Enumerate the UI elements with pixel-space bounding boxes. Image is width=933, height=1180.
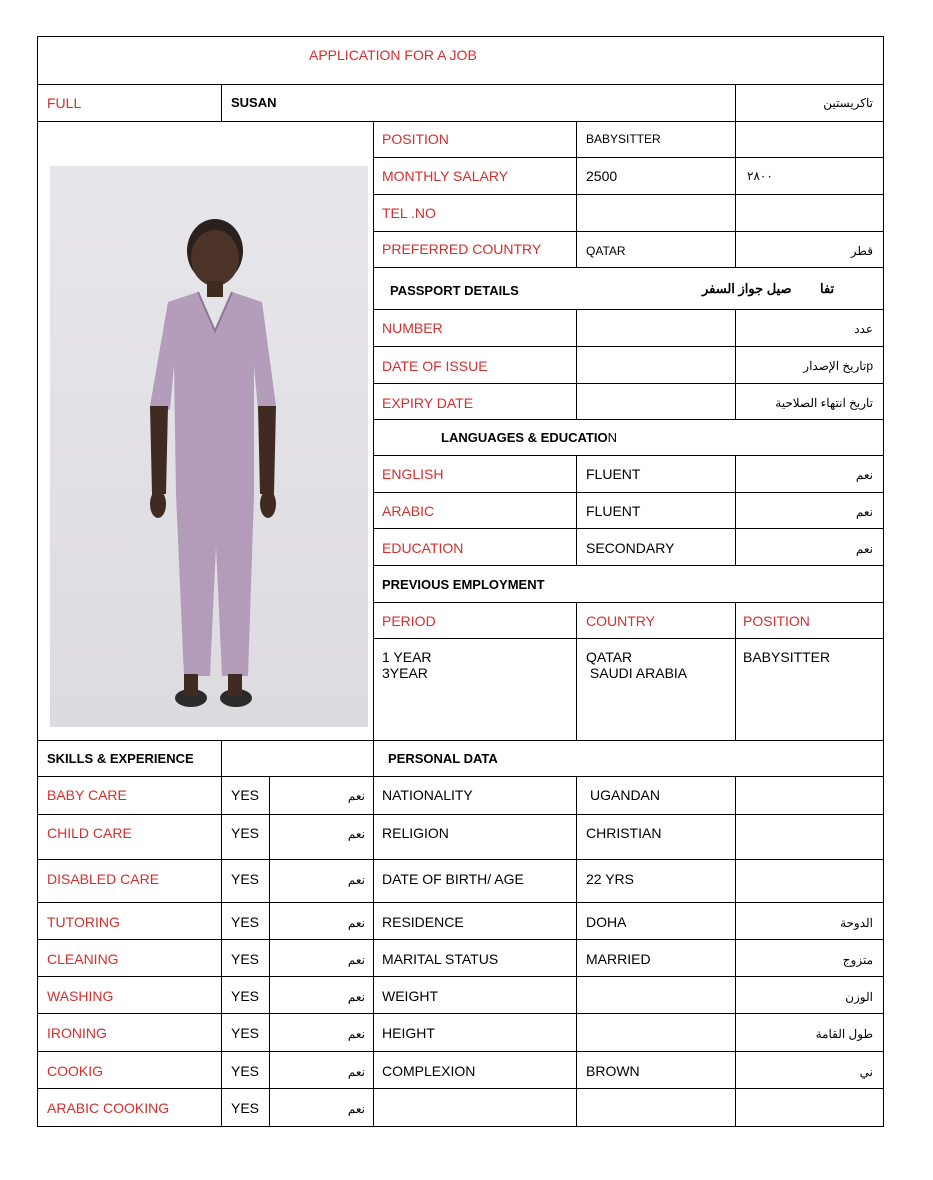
employment-country-value: QATAR SAUDI ARABIA xyxy=(586,649,688,681)
skill-value: YES xyxy=(231,1063,260,1079)
education-arabic: نعم xyxy=(855,542,873,556)
expiry-date-label: EXPIRY DATE xyxy=(382,395,474,411)
education-label: EDUCATION xyxy=(382,540,464,556)
personal-label: HEIGHT xyxy=(382,1025,435,1041)
personal-label: COMPLEXION xyxy=(382,1063,476,1079)
issue-date-arabic: pتاريخ الإصدار xyxy=(803,359,873,373)
skill-arabic: نعم xyxy=(347,953,365,967)
personal-arabic: طول القامة xyxy=(815,1027,873,1041)
personal-value: BROWN xyxy=(586,1063,640,1079)
candidate-figure xyxy=(50,166,368,727)
tel-label: TEL .NO xyxy=(382,205,436,221)
passport-heading: PASSPORT DETAILS xyxy=(390,283,519,298)
passport-heading-arabic-1: صيل جواز السفر xyxy=(702,281,792,296)
personal-heading: PERSONAL DATA xyxy=(388,751,498,766)
personal-arabic: الوزن xyxy=(845,990,873,1004)
personal-arabic: ني xyxy=(859,1065,873,1079)
personal-value: 22 YRS xyxy=(586,871,634,887)
skill-label: CLEANING xyxy=(47,951,119,967)
expiry-date-arabic: تاريخ انتهاء الصلاحية xyxy=(775,396,873,410)
full-name-label: FULL xyxy=(47,95,82,111)
country-arabic: قطر xyxy=(850,244,873,258)
salary-label: MONTHLY SALARY xyxy=(382,168,509,184)
languages-heading-tail: N xyxy=(607,430,617,445)
country-value: QATAR xyxy=(586,244,626,258)
salary-arabic: ٢٨٠٠ xyxy=(747,169,773,183)
skill-value: YES xyxy=(231,1100,260,1116)
employment-heading: PREVIOUS EMPLOYMENT xyxy=(382,577,545,592)
english-value: FLUENT xyxy=(586,466,641,482)
skill-value: YES xyxy=(231,914,260,930)
salary-value: 2500 xyxy=(586,168,618,184)
employment-position-header: POSITION xyxy=(743,613,810,629)
education-value: SECONDARY xyxy=(586,540,675,556)
skill-value: YES xyxy=(231,787,260,803)
candidate-photo xyxy=(50,166,368,727)
employment-position-value: BABYSITTER xyxy=(743,649,831,665)
personal-label: RESIDENCE xyxy=(382,914,464,930)
english-label: ENGLISH xyxy=(382,466,444,482)
skill-arabic: نعم xyxy=(347,1027,365,1041)
english-arabic: نعم xyxy=(855,468,873,482)
full-name-value: SUSAN xyxy=(231,95,277,110)
skill-value: YES xyxy=(231,988,260,1004)
skill-label: WASHING xyxy=(47,988,114,1004)
skill-arabic: نعم xyxy=(347,916,365,930)
skill-value: YES xyxy=(231,825,260,841)
personal-value: CHRISTIAN xyxy=(586,825,662,841)
personal-value: DOHA xyxy=(586,914,627,930)
skill-label: IRONING xyxy=(47,1025,107,1041)
skill-arabic: نعم xyxy=(347,827,365,841)
personal-label: WEIGHT xyxy=(382,988,438,1004)
personal-arabic: متزوج xyxy=(842,953,873,967)
personal-value: MARRIED xyxy=(586,951,651,967)
employment-country-header: COUNTRY xyxy=(586,613,655,629)
employment-period-header: PERIOD xyxy=(382,613,436,629)
personal-value: UGANDAN xyxy=(590,787,661,803)
personal-label: MARITAL STATUS xyxy=(382,951,499,967)
employment-period-value: 1 YEAR 3YEAR xyxy=(382,649,432,681)
position-value: BABYSITTER xyxy=(586,132,661,146)
arabic-arabic: نعم xyxy=(855,505,873,519)
skill-label: CHILD CARE xyxy=(47,825,132,841)
skill-arabic: نعم xyxy=(347,789,365,803)
skill-label: BABY CARE xyxy=(47,787,127,803)
country-label: PREFERRED COUNTRY xyxy=(382,241,542,257)
passport-number-arabic: عدد xyxy=(854,322,873,336)
position-label: POSITION xyxy=(382,131,449,147)
skill-arabic: نعم xyxy=(347,1065,365,1079)
skill-value: YES xyxy=(231,951,260,967)
form-title: APPLICATION FOR A JOB xyxy=(309,47,477,63)
languages-heading-main: LANGUAGES & EDUCATIO xyxy=(441,430,608,445)
arabic-label: ARABIC xyxy=(382,503,435,519)
skill-arabic: نعم xyxy=(347,873,365,887)
arabic-value: FLUENT xyxy=(586,503,641,519)
skill-value: YES xyxy=(231,871,260,887)
skill-arabic: نعم xyxy=(347,990,365,1004)
personal-label: NATIONALITY xyxy=(382,787,473,803)
full-name-arabic: تاكريستين xyxy=(823,96,873,110)
personal-label: RELIGION xyxy=(382,825,449,841)
skill-value: YES xyxy=(231,1025,260,1041)
passport-heading-arabic-2: تفا xyxy=(820,281,835,296)
skills-heading: SKILLS & EXPERIENCE xyxy=(47,751,194,766)
issue-date-label: DATE OF ISSUE xyxy=(382,358,488,374)
personal-arabic: الدوحة xyxy=(840,916,873,930)
languages-heading xyxy=(441,430,617,446)
personal-label: DATE OF BIRTH/ AGE xyxy=(382,871,524,887)
skill-arabic: نعم xyxy=(347,1102,365,1116)
skill-label: DISABLED CARE xyxy=(47,871,160,887)
passport-number-label: NUMBER xyxy=(382,320,443,336)
skill-label: ARABIC COOKING xyxy=(47,1100,170,1116)
skill-label: TUTORING xyxy=(47,914,120,930)
skill-label: COOKIG xyxy=(47,1063,104,1079)
